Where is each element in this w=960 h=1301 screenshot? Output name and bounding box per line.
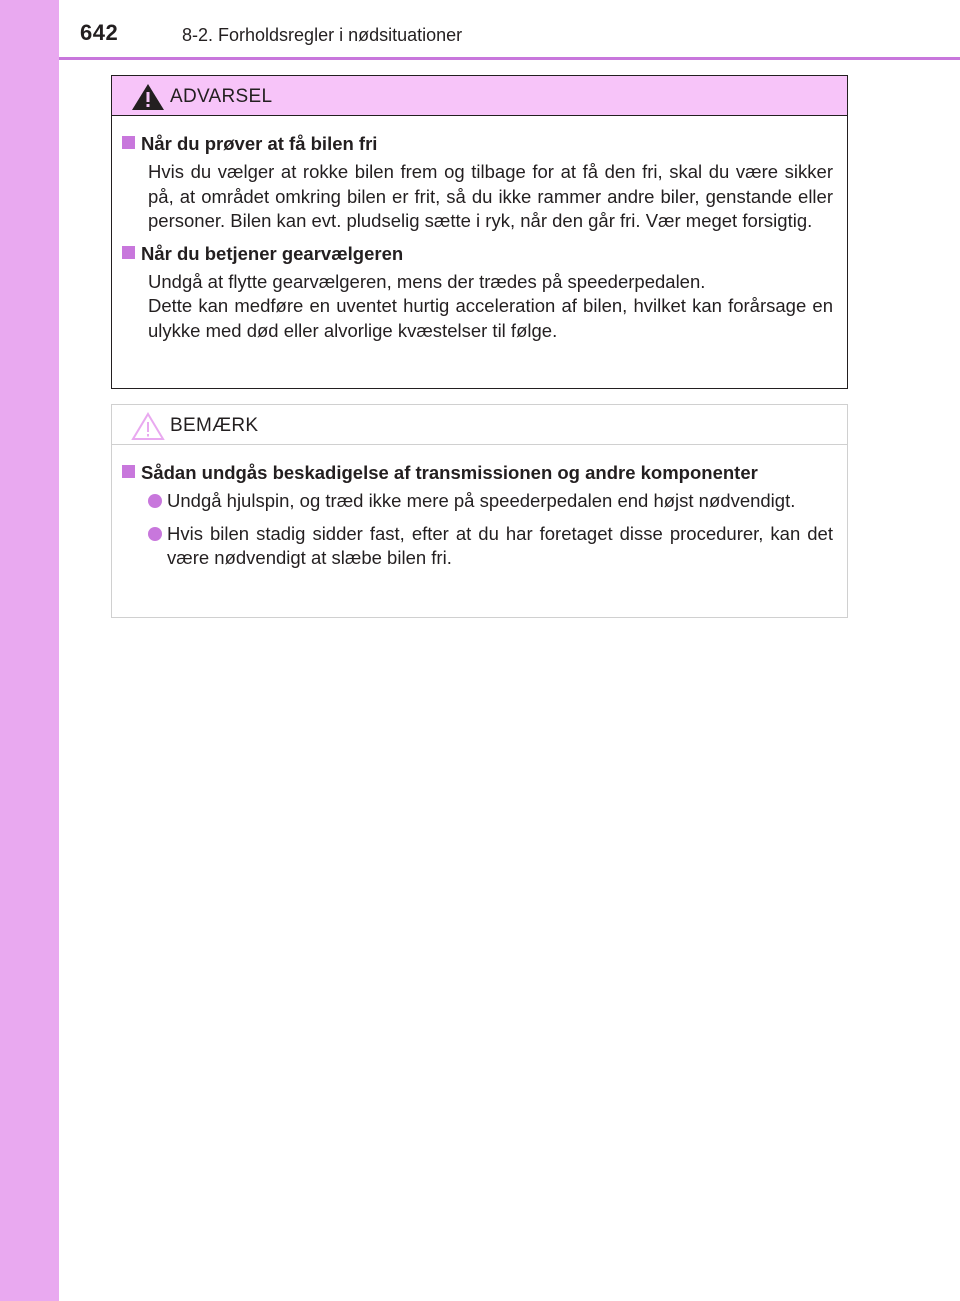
square-bullet-icon [122, 246, 135, 259]
round-bullet-icon [148, 527, 162, 541]
paragraph: Undgå at flytte gearvælgeren, mens der trædes på speederpedalen. [148, 270, 706, 292]
paragraph: Hvis du vælger at rokke bilen frem og tilbage for at få den fri, skal du være sikker på, at området omkring bilen er frit, så du ikke rammer andre biler, genstande eller personer. Bilen kan evt. pludselig sætte i ryk, når den går fri. Vær meget forsigtig. [148, 161, 833, 231]
list-item [148, 489, 833, 514]
bullet-text: Hvis bilen stadig sidder fast, efter at du har foretaget disse procedurer, kan det være nødvendigt at slæbe bilen fri. [167, 522, 833, 568]
list-item [148, 522, 833, 571]
notice-box [111, 404, 848, 618]
section-title: 8-2. Forholdsregler i nødsituationer [182, 25, 463, 45]
topic-title: Når du betjener gearvælgeren [141, 242, 404, 264]
topic-title: Når du prøver at få bilen fri [141, 133, 378, 154]
notice-label: BEMÆRK [170, 415, 259, 436]
warning-body [112, 116, 847, 343]
warning-topic-title [122, 242, 833, 266]
page-number: 642 [80, 20, 119, 45]
notice-topic-title [122, 461, 833, 485]
round-bullet-icon [148, 494, 162, 508]
square-bullet-icon [122, 136, 135, 149]
warning-box [111, 75, 848, 389]
topic-title: Sådan undgås beskadigelse af transmissionen og andre komponenter [141, 462, 758, 483]
bullet-text: Undgå hjulspin, og træd ikke mere på speederpedalen end højst nødvendigt. [167, 490, 796, 511]
notice-header [112, 405, 847, 445]
square-bullet-icon [122, 465, 135, 478]
side-color-band [0, 0, 59, 1301]
warning-triangle-icon [130, 82, 166, 112]
notice-body [112, 445, 847, 571]
paragraph: Dette kan medføre en uventet hurtig acceleration af bilen, hvilket kan forårsage en ulykke med død eller alvorlige kvæstelser til følge. [148, 295, 833, 341]
warning-topic-title [122, 132, 833, 156]
caution-triangle-outline-icon [130, 411, 166, 441]
warning-label: ADVARSEL [170, 86, 273, 107]
header-rule [59, 57, 960, 60]
warning-header [112, 76, 847, 116]
